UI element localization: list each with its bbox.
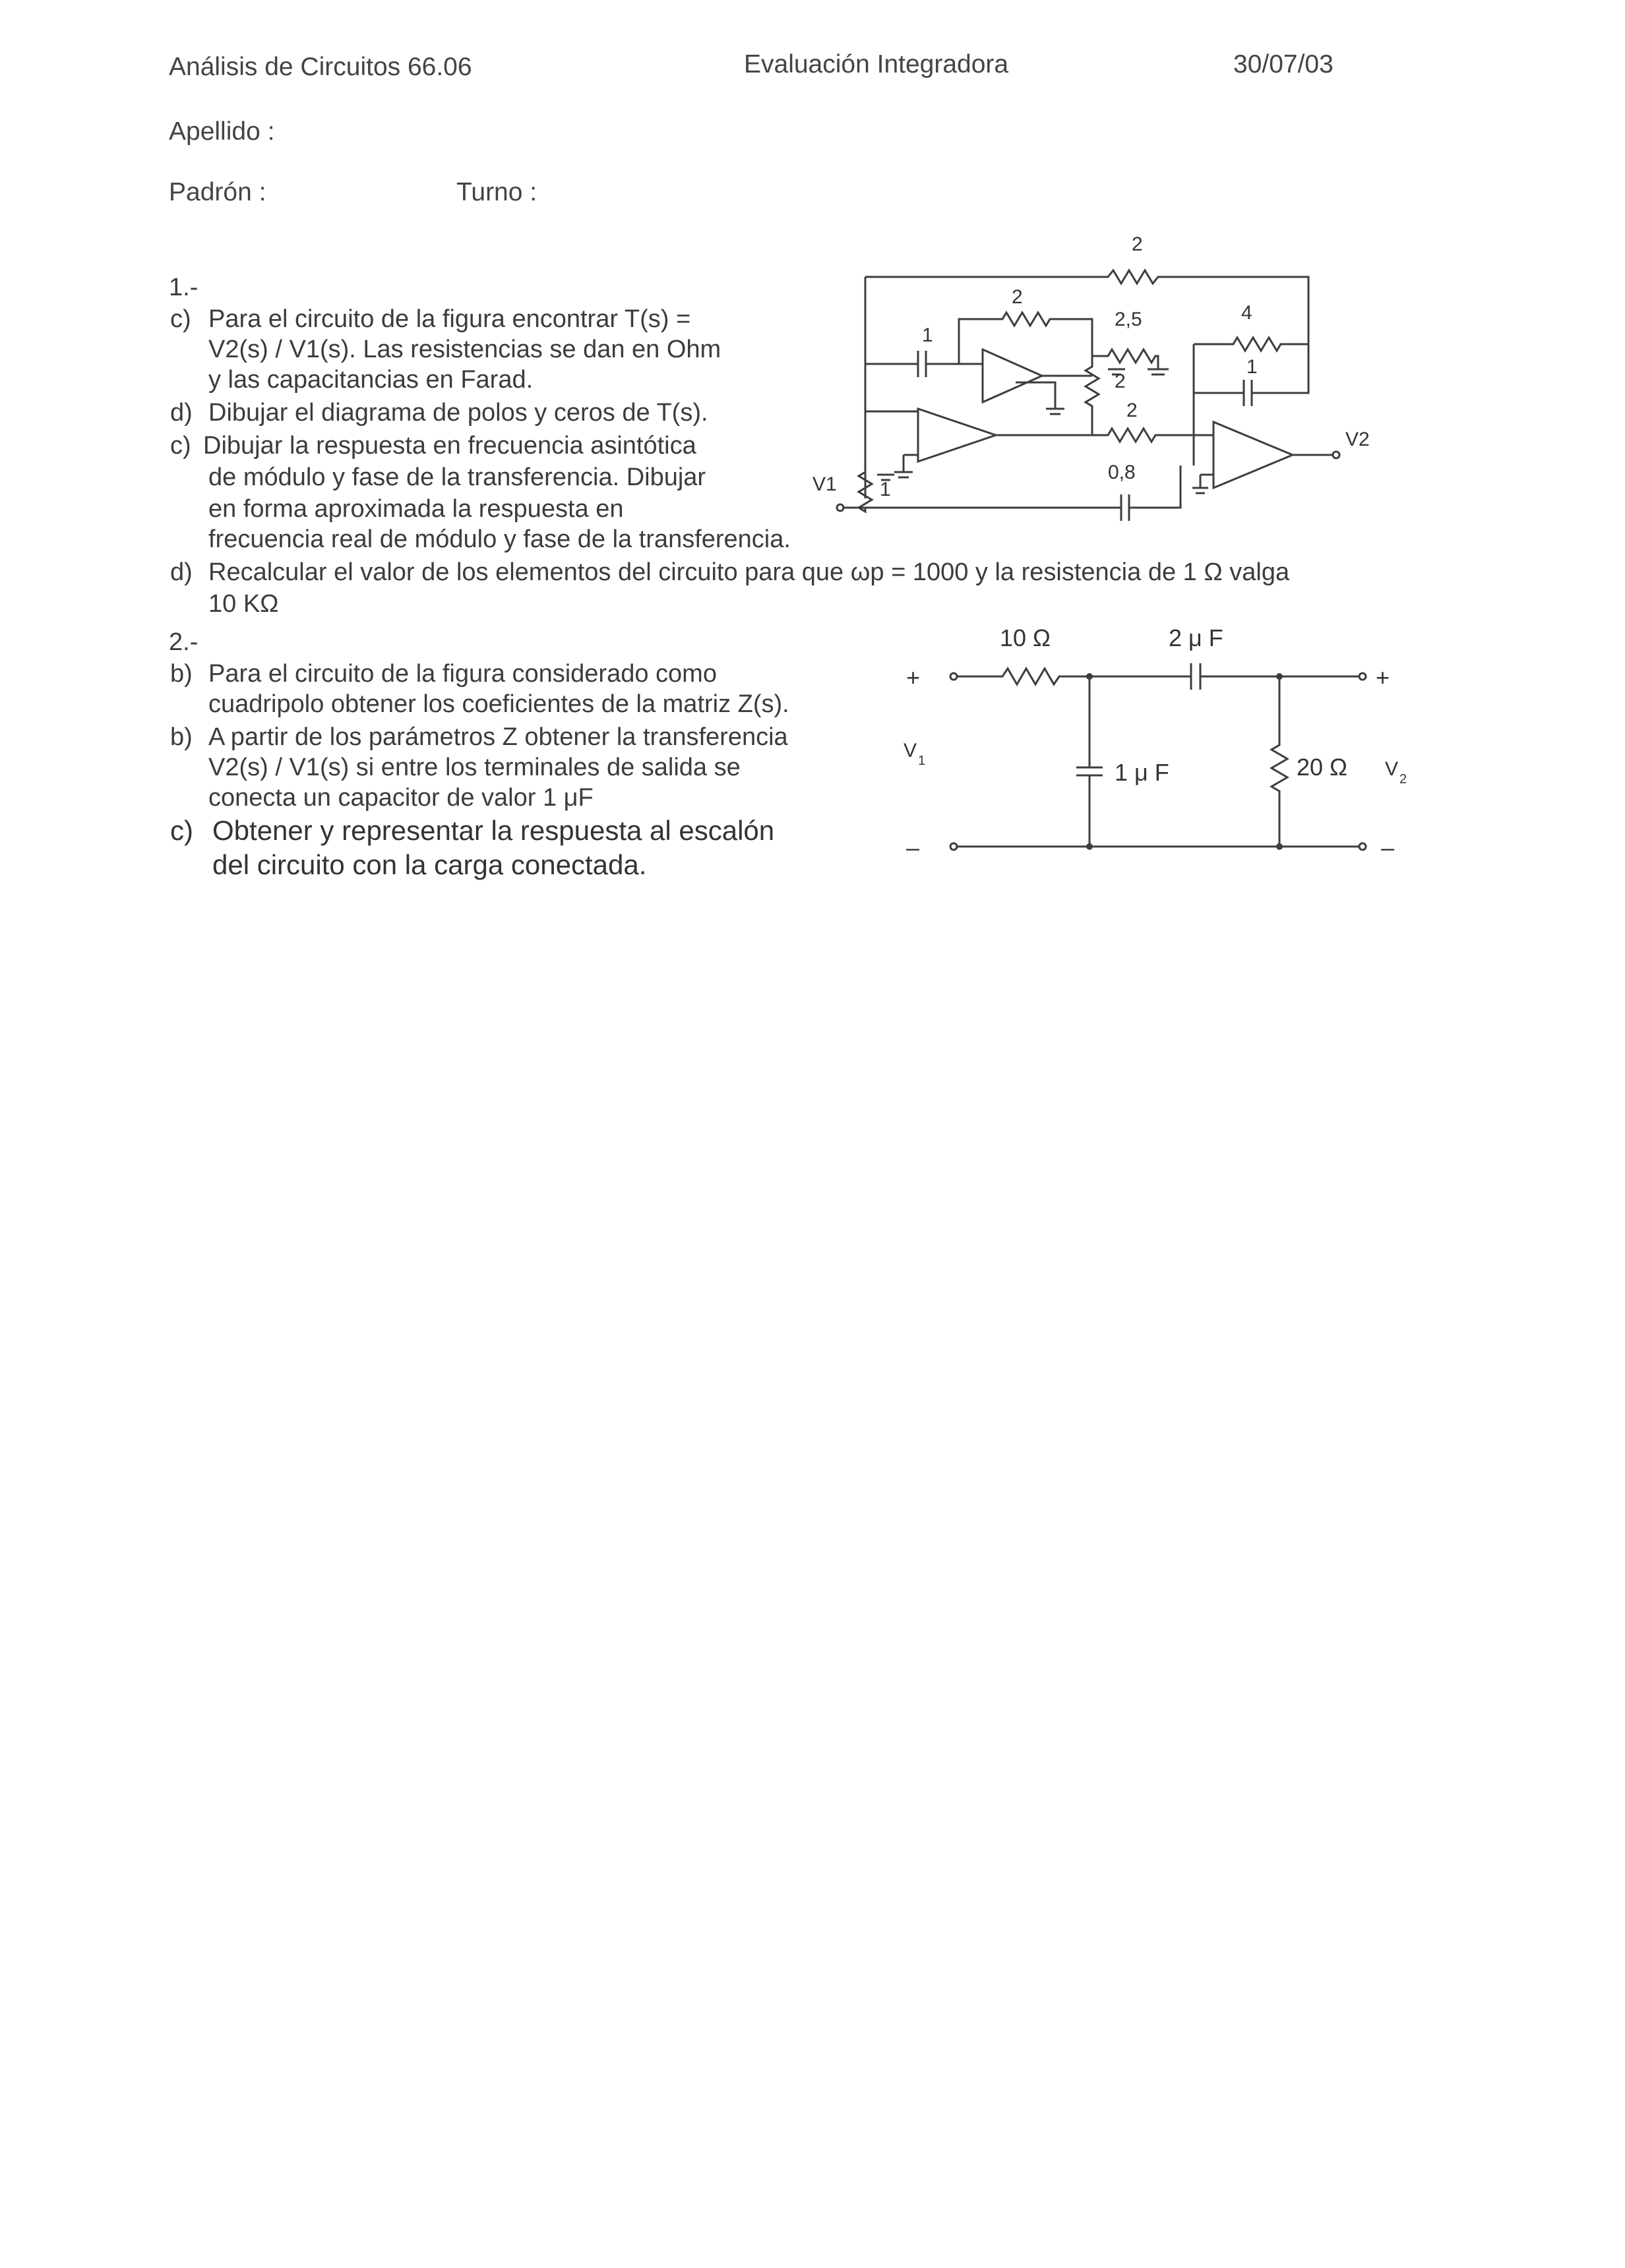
label-r-top: 2 xyxy=(1132,233,1143,255)
p2-item-line: V2(s) / V1(s) si entre los terminales de salida se xyxy=(208,754,741,781)
p1-item-line: Recalcular el valor de los elementos del circuito para que ωp = 1000 y la resistencia de 1 Ω valga xyxy=(208,558,1290,586)
p1-item-letter: d) xyxy=(170,558,193,586)
problem1-number: 1.- xyxy=(169,274,199,301)
p2-item-letter: b) xyxy=(170,660,193,688)
apellido-label: Apellido : xyxy=(169,117,275,146)
label-r-in: 1 xyxy=(880,479,891,500)
label-r-2v: 2 xyxy=(1115,371,1126,392)
p1-item-line: de módulo y fase de la transferencia. Dibujar xyxy=(208,463,706,491)
p1-item-line: Dibujar el diagrama de polos y ceros de T(s). xyxy=(208,399,708,427)
label-plus-out: + xyxy=(1376,664,1390,691)
label-v2-sub: 2 xyxy=(1399,772,1407,787)
label-r-4: 4 xyxy=(1241,302,1252,324)
label-r-25: 2,5 xyxy=(1115,309,1142,330)
label-v-out: V2 xyxy=(1345,429,1370,450)
label-minus-out: – xyxy=(1381,834,1395,861)
label-plus-in: + xyxy=(906,664,921,691)
label-r-load: 20 Ω xyxy=(1297,754,1347,781)
p2-item-line: A partir de los parámetros Z obtener la transferencia xyxy=(208,723,788,751)
padron-label: Padrón : xyxy=(169,178,266,206)
p1-item-line: 10 KΩ xyxy=(208,590,279,618)
p1-item-letter: d) xyxy=(170,399,193,427)
label-c-shunt: 1 μ F xyxy=(1115,759,1169,786)
label-r-series: 10 Ω xyxy=(1000,624,1051,651)
p1-item-line: frecuencia real de módulo y fase de la transferencia. xyxy=(208,525,791,553)
p1-item-line: Para el circuito de la figura encontrar T(s) = xyxy=(208,305,691,333)
label-r-fb1: 2 xyxy=(1012,286,1023,308)
p2-item-line: Obtener y representar la respuesta al escalón xyxy=(212,815,775,846)
exam-date: 30/07/03 xyxy=(1233,50,1334,78)
label-c-08: 0,8 xyxy=(1108,462,1136,483)
p1-item-line: Dibujar la respuesta en frecuencia asintótica xyxy=(203,432,696,460)
label-v-in: V1 xyxy=(812,473,837,495)
p1-item-line: en forma aproximada la respuesta en xyxy=(208,495,624,523)
label-c-in: 1 xyxy=(922,324,933,346)
p2-item-line: cuadripolo obtener los coeficientes de la matriz Z(s). xyxy=(208,690,789,718)
label-v2: V xyxy=(1385,758,1399,780)
p2-item-line: conecta un capacitor de valor 1 μF xyxy=(208,784,594,812)
label-c-1: 1 xyxy=(1246,356,1258,378)
label-r-2h: 2 xyxy=(1126,400,1138,421)
p1-item-line: V2(s) / V1(s). Las resistencias se dan en Ohm xyxy=(208,336,721,363)
p1-item-letter: c) xyxy=(170,305,191,333)
p2-item-line: del circuito con la carga conectada. xyxy=(212,849,647,880)
p2-item-letter: b) xyxy=(170,723,193,751)
problem2-number: 2.- xyxy=(169,628,199,656)
label-v1: V xyxy=(904,740,917,761)
label-minus-in: – xyxy=(906,834,920,861)
exam-title: Evaluación Integradora xyxy=(744,50,1009,78)
label-v1-sub: 1 xyxy=(918,754,926,768)
p1-item-line: y las capacitancias en Farad. xyxy=(208,366,534,394)
p2-item-line: Para el circuito de la figura considerado como xyxy=(208,660,717,688)
p1-item-letter: c) xyxy=(170,432,191,460)
turno-label: Turno : xyxy=(456,178,537,206)
label-c-series: 2 μ F xyxy=(1169,624,1223,651)
p2-item-letter: c) xyxy=(170,815,193,846)
course-title: Análisis de Circuitos 66.06 xyxy=(169,53,472,81)
